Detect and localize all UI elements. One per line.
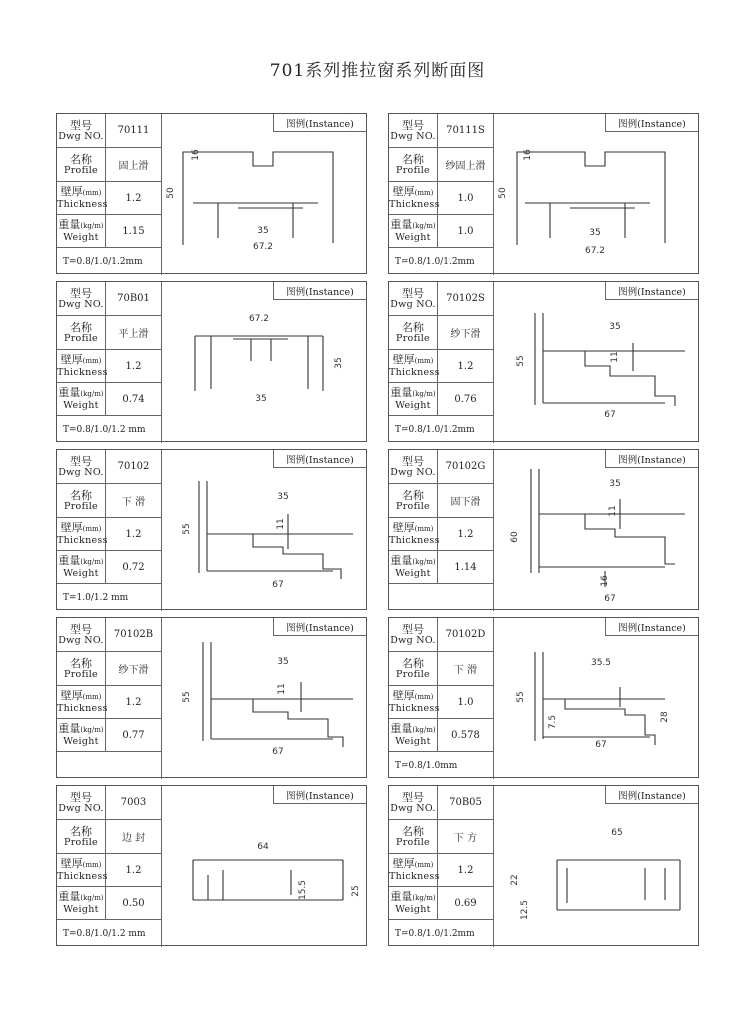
tolerance-text: T=0.8/1.0/1.2mm xyxy=(389,416,494,443)
dwg-number: 70B01 xyxy=(106,282,162,316)
dimension-label: 28 xyxy=(660,711,670,723)
dimension-label: 35 xyxy=(277,492,289,502)
profile-label: 名称 Profile xyxy=(57,652,106,686)
profile-label: 名称 Profile xyxy=(389,652,438,686)
dimension-label: 16 xyxy=(600,575,610,587)
instance-label: 图例(Instance) xyxy=(605,618,698,636)
instance-label: 图例(Instance) xyxy=(273,282,366,300)
thickness-value: 1.2 xyxy=(438,518,494,551)
thickness-label: 壁厚(mm) Thickness xyxy=(389,854,438,887)
dimension-label: 35 xyxy=(255,394,267,404)
weight-label: 重量(kg/m) Weight xyxy=(57,215,106,248)
thickness-label: 壁厚(mm) Thickness xyxy=(57,182,106,215)
dimension-label: 25 xyxy=(351,885,361,897)
dimension-label: 50 xyxy=(166,187,176,199)
dwg-number: 70102S xyxy=(438,282,494,316)
profile-outline xyxy=(557,860,680,910)
profile-card-70102 xyxy=(56,449,367,610)
tolerance-text: T=0.8/1.0/1.2mm xyxy=(57,248,162,275)
profile-name: 纱下滑 xyxy=(106,652,162,686)
profile-card-70102d xyxy=(388,617,699,778)
weight-value: 0.72 xyxy=(106,551,162,584)
thickness-label: 壁厚(mm) Thickness xyxy=(57,350,106,383)
tolerance-text xyxy=(389,584,494,611)
page-title: 701系列推拉窗系列断面图 xyxy=(269,61,486,81)
weight-label: 重量(kg/m) Weight xyxy=(57,887,106,920)
profile-outline xyxy=(531,469,685,587)
weight-value: 0.77 xyxy=(106,719,162,752)
thickness-value: 1.2 xyxy=(106,854,162,887)
dimension-label: 67 xyxy=(595,740,607,750)
dimension-label: 55 xyxy=(182,523,192,535)
thickness-value: 1.2 xyxy=(106,518,162,551)
dimension-label: 16 xyxy=(523,149,533,161)
profile-label: 名称 Profile xyxy=(389,148,438,182)
dimension-label: 35 xyxy=(257,226,269,236)
dwg-label: 型号 Dwg NO. xyxy=(57,282,106,316)
profile-card-70111s xyxy=(388,113,699,274)
dimension-label: 67.2 xyxy=(584,246,606,256)
dimension-label: 35 xyxy=(609,322,621,332)
dimension-label: 55 xyxy=(182,691,192,703)
profile-label: 名称 Profile xyxy=(57,820,106,854)
dwg-label: 型号 Dwg NO. xyxy=(57,786,106,820)
dimension-label: 15.5 xyxy=(298,879,308,901)
tolerance-text: T=0.8/1.0/1.2mm xyxy=(389,920,494,947)
thickness-label: 壁厚(mm) Thickness xyxy=(57,686,106,719)
profile-name: 平上滑 xyxy=(106,316,162,350)
profile-name: 下 滑 xyxy=(106,484,162,518)
profile-card-70b01 xyxy=(56,281,367,442)
thickness-value: 1.2 xyxy=(106,182,162,215)
profile-drawing xyxy=(163,301,366,441)
profile-name: 固上滑 xyxy=(106,148,162,182)
profile-card-70b05 xyxy=(388,785,699,946)
instance-label: 图例(Instance) xyxy=(605,786,698,804)
profile-card-70102g xyxy=(388,449,699,610)
dimension-label: 35.5 xyxy=(590,658,612,668)
weight-value: 0.76 xyxy=(438,383,494,416)
profile-drawing xyxy=(163,133,366,273)
dimension-label: 12.5 xyxy=(520,899,530,921)
weight-label: 重量(kg/m) Weight xyxy=(57,719,106,752)
dimension-label: 64 xyxy=(257,842,269,852)
profile-card-70102s xyxy=(388,281,699,442)
dimension-label: 11 xyxy=(610,351,620,363)
profile-name: 边 封 xyxy=(106,820,162,854)
profile-outline xyxy=(193,860,343,900)
profile-label: 名称 Profile xyxy=(389,484,438,518)
profile-card-70111 xyxy=(56,113,367,274)
weight-value: 0.74 xyxy=(106,383,162,416)
dimension-label: 67 xyxy=(272,747,284,757)
dimension-label: 35 xyxy=(334,357,344,369)
weight-label: 重量(kg/m) Weight xyxy=(57,383,106,416)
weight-label: 重量(kg/m) Weight xyxy=(389,551,438,584)
thickness-label: 壁厚(mm) Thickness xyxy=(57,518,106,551)
dimension-label: 67.2 xyxy=(252,242,274,252)
dimension-label: 67.2 xyxy=(248,314,270,324)
thickness-label: 壁厚(mm) Thickness xyxy=(389,686,438,719)
weight-value: 1.0 xyxy=(438,215,494,248)
profile-label: 名称 Profile xyxy=(389,820,438,854)
weight-label: 重量(kg/m) Weight xyxy=(389,887,438,920)
profile-name: 纱下滑 xyxy=(438,316,494,350)
profile-name: 固下滑 xyxy=(438,484,494,518)
dimension-label: 55 xyxy=(516,355,526,367)
dimension-label: 35 xyxy=(277,657,289,667)
profile-drawing xyxy=(495,469,698,609)
thickness-label: 壁厚(mm) Thickness xyxy=(389,518,438,551)
tolerance-text: T=0.8/1.0/1.2mm xyxy=(389,248,494,275)
tolerance-text: T=0.8/1.0/1.2 mm xyxy=(57,920,162,947)
instance-label: 图例(Instance) xyxy=(273,450,366,468)
dimension-label: 7.5 xyxy=(548,714,558,730)
dwg-number: 70111 xyxy=(106,114,162,148)
dwg-number: 70111S xyxy=(438,114,494,148)
tolerance-text: T=1.0/1.2 mm xyxy=(57,584,162,611)
profile-card-7003 xyxy=(56,785,367,946)
thickness-value: 1.2 xyxy=(438,854,494,887)
profile-card-70102b xyxy=(56,617,367,778)
dimension-label: 22 xyxy=(510,874,520,886)
profile-label: 名称 Profile xyxy=(57,316,106,350)
weight-label: 重量(kg/m) Weight xyxy=(389,719,438,752)
dwg-number: 7003 xyxy=(106,786,162,820)
dwg-label: 型号 Dwg NO. xyxy=(57,618,106,652)
thickness-value: 1.2 xyxy=(438,350,494,383)
dwg-number: 70102D xyxy=(438,618,494,652)
dwg-label: 型号 Dwg NO. xyxy=(389,114,438,148)
profile-drawing xyxy=(495,301,698,441)
instance-label: 图例(Instance) xyxy=(273,786,366,804)
profile-drawing xyxy=(163,469,366,609)
thickness-value: 1.0 xyxy=(438,182,494,215)
dimension-label: 55 xyxy=(516,691,526,703)
profile-name: 纱固上滑 xyxy=(438,148,494,182)
thickness-value: 1.0 xyxy=(438,686,494,719)
dimension-label: 50 xyxy=(498,187,508,199)
dwg-label: 型号 Dwg NO. xyxy=(57,114,106,148)
dimension-label: 67 xyxy=(604,410,616,420)
profile-drawing xyxy=(495,637,698,777)
profile-name: 下 滑 xyxy=(438,652,494,686)
dwg-number: 70102B xyxy=(106,618,162,652)
profile-drawing xyxy=(495,133,698,273)
profile-name: 下 方 xyxy=(438,820,494,854)
tolerance-text: T=0.8/1.0/1.2 mm xyxy=(57,416,162,443)
weight-value: 0.578 xyxy=(438,719,494,752)
profile-label: 名称 Profile xyxy=(57,484,106,518)
dimension-label: 67 xyxy=(272,580,284,590)
dimension-label: 60 xyxy=(510,531,520,543)
weight-label: 重量(kg/m) Weight xyxy=(57,551,106,584)
weight-label: 重量(kg/m) Weight xyxy=(389,383,438,416)
profile-drawing xyxy=(495,805,698,945)
profile-label: 名称 Profile xyxy=(57,148,106,182)
dimension-label: 67 xyxy=(604,594,616,604)
instance-label: 图例(Instance) xyxy=(605,282,698,300)
tolerance-text xyxy=(57,752,162,779)
profile-label: 名称 Profile xyxy=(389,316,438,350)
dwg-label: 型号 Dwg NO. xyxy=(57,450,106,484)
instance-label: 图例(Instance) xyxy=(605,114,698,132)
instance-label: 图例(Instance) xyxy=(273,114,366,132)
dwg-number: 70102G xyxy=(438,450,494,484)
weight-value: 0.50 xyxy=(106,887,162,920)
dimension-label: 11 xyxy=(277,683,287,695)
dwg-label: 型号 Dwg NO. xyxy=(389,786,438,820)
weight-value: 1.14 xyxy=(438,551,494,584)
dwg-number: 70B05 xyxy=(438,786,494,820)
dwg-label: 型号 Dwg NO. xyxy=(389,282,438,316)
thickness-label: 壁厚(mm) Thickness xyxy=(389,350,438,383)
dwg-label: 型号 Dwg NO. xyxy=(389,618,438,652)
dwg-number: 70102 xyxy=(106,450,162,484)
dimension-label: 65 xyxy=(611,828,623,838)
weight-value: 1.15 xyxy=(106,215,162,248)
dimension-label: 16 xyxy=(191,149,201,161)
thickness-value: 1.2 xyxy=(106,350,162,383)
instance-label: 图例(Instance) xyxy=(273,618,366,636)
thickness-value: 1.2 xyxy=(106,686,162,719)
profile-outline xyxy=(195,336,323,391)
profile-drawing xyxy=(163,637,366,777)
instance-label: 图例(Instance) xyxy=(605,450,698,468)
dimension-label: 11 xyxy=(276,518,286,530)
dimension-label: 11 xyxy=(608,505,618,517)
profile-drawing xyxy=(163,805,366,945)
tolerance-text: T=0.8/1.0mm xyxy=(389,752,494,779)
dimension-label: 35 xyxy=(609,479,621,489)
dwg-label: 型号 Dwg NO. xyxy=(389,450,438,484)
weight-label: 重量(kg/m) Weight xyxy=(389,215,438,248)
dimension-label: 35 xyxy=(589,228,601,238)
thickness-label: 壁厚(mm) Thickness xyxy=(57,854,106,887)
weight-value: 0.69 xyxy=(438,887,494,920)
thickness-label: 壁厚(mm) Thickness xyxy=(389,182,438,215)
